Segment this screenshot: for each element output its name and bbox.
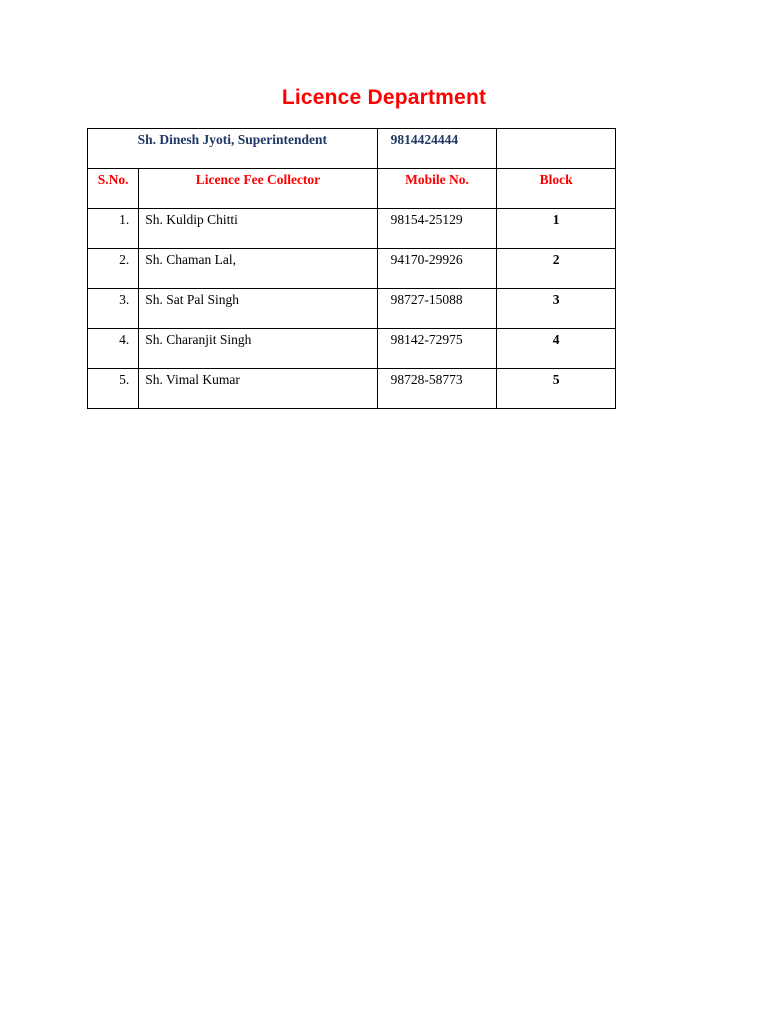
header-collector: Licence Fee Collector bbox=[195, 172, 321, 187]
row-name: Sh. Kuldip Chitti bbox=[145, 212, 238, 227]
row-name: Sh. Chaman Lal, bbox=[145, 252, 237, 267]
row-sno: 2. bbox=[119, 252, 130, 267]
superintendent-phone-cell bbox=[377, 129, 497, 169]
row-mobile: 98142-72975 bbox=[390, 332, 463, 347]
table-row bbox=[88, 209, 616, 249]
table-row bbox=[88, 329, 616, 369]
row-mobile: 98154-25129 bbox=[390, 212, 463, 227]
page-title: Licence Department bbox=[281, 86, 487, 109]
row-block: 4 bbox=[552, 332, 560, 347]
header-sno-cell bbox=[88, 169, 139, 209]
row-sno: 1. bbox=[119, 212, 130, 227]
header-block: Block bbox=[539, 172, 573, 187]
row-mobile: 98727-15088 bbox=[390, 292, 463, 307]
header-collector-cell bbox=[139, 169, 377, 209]
row-block: 3 bbox=[552, 292, 560, 307]
header-mobile-cell bbox=[377, 169, 497, 209]
row-sno: 3. bbox=[119, 292, 130, 307]
header-sno: S.No. bbox=[97, 172, 129, 187]
superintendent-row bbox=[88, 129, 616, 169]
superintendent-phone: 9814424444 bbox=[390, 132, 459, 147]
row-mobile: 98728-58773 bbox=[390, 372, 463, 387]
row-block: 5 bbox=[552, 372, 560, 387]
superintendent-empty-cell bbox=[497, 129, 616, 169]
header-row bbox=[88, 169, 616, 209]
row-mobile: 94170-29926 bbox=[390, 252, 463, 267]
row-sno: 5. bbox=[119, 372, 130, 387]
table-row bbox=[88, 369, 616, 409]
row-name: Sh. Vimal Kumar bbox=[145, 372, 240, 387]
row-block: 1 bbox=[552, 212, 560, 227]
table-row bbox=[88, 249, 616, 289]
superintendent-name: Sh. Dinesh Jyoti, Superintendent bbox=[137, 132, 328, 147]
superintendent-extra bbox=[497, 129, 615, 132]
header-block-cell bbox=[497, 169, 616, 209]
row-name: Sh. Sat Pal Singh bbox=[145, 292, 240, 307]
table-row bbox=[88, 289, 616, 329]
row-sno: 4. bbox=[119, 332, 130, 347]
licence-table bbox=[87, 128, 616, 409]
row-block: 2 bbox=[552, 252, 560, 267]
superintendent-name-cell bbox=[88, 129, 378, 169]
row-name: Sh. Charanjit Singh bbox=[145, 332, 252, 347]
header-mobile: Mobile No. bbox=[405, 172, 469, 187]
